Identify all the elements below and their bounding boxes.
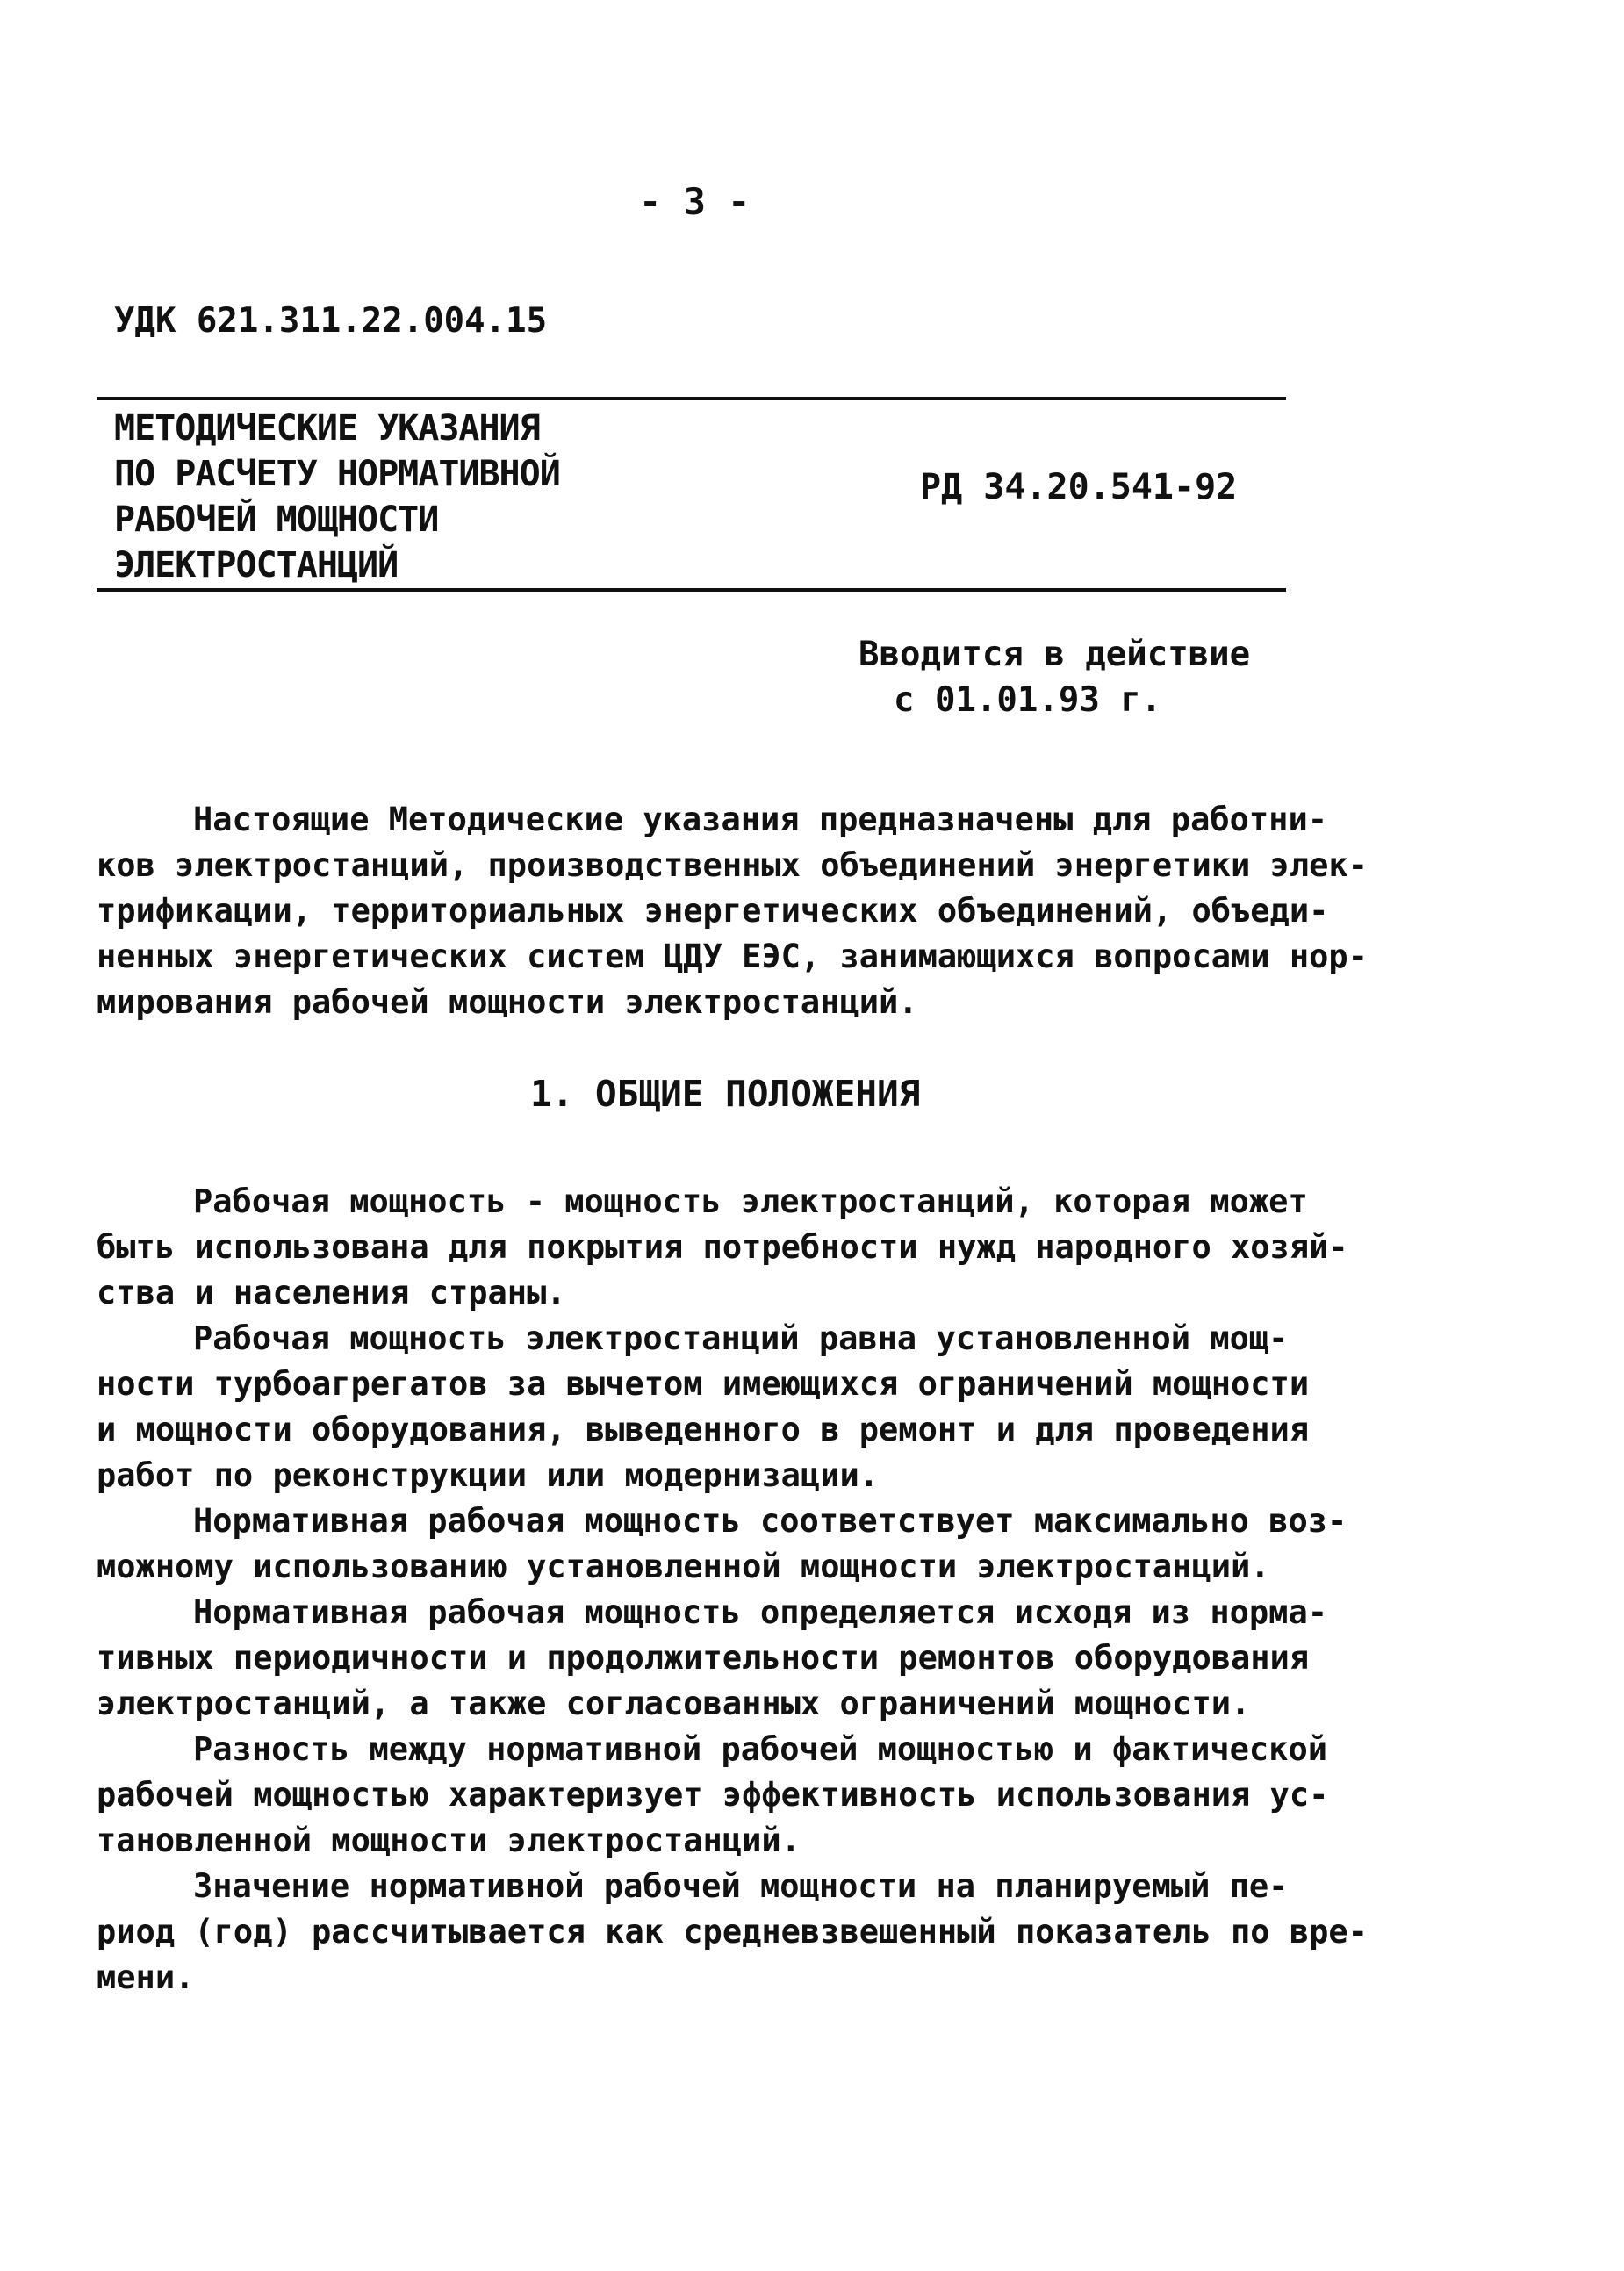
title-line: ПО РАСЧЕТУ НОРМАТИВНОЙ [114, 454, 560, 494]
text-line: Нормативная рабочая мощность определяется исходя из норма- [193, 1593, 1328, 1631]
text-line: ненных энергетических систем ЦДУ ЕЭС, занимающихся вопросами нор- [97, 938, 1368, 975]
title-line: МЕТОДИЧЕСКИЕ УКАЗАНИЯ [114, 408, 540, 449]
text-line: Рабочая мощность электростанций равна установленной мощ- [193, 1319, 1289, 1357]
text-line: Настоящие Методические указания предназначены для работни- [193, 801, 1328, 838]
text-line: ности турбоагрегатов за вычетом имеющихся ограничений мощности [97, 1365, 1310, 1403]
text-line: ства и населения страны. [97, 1274, 566, 1312]
title-line: ЭЛЕКТРОСТАНЦИЙ [114, 545, 399, 586]
text-line: и мощности оборудования, выведенного в ремонт и для проведения [97, 1411, 1310, 1448]
text-line: тивных периодичности и продолжительности ремонтов оборудования [97, 1639, 1310, 1677]
section-body [97, 1179, 1368, 2001]
text-line: рабочей мощностью характеризует эффективность использования ус- [97, 1776, 1329, 1814]
text-line: Нормативная рабочая мощность соответствует максимально воз- [193, 1502, 1347, 1540]
title-line: РАБОЧЕЙ МОЩНОСТИ [114, 499, 439, 540]
page-number: - 3 - [639, 180, 751, 223]
text-line: быть использована для покрытия потребности нужд народного хозяй- [97, 1228, 1348, 1266]
text-line: мирования рабочей мощности электростанций. [97, 983, 918, 1021]
text-line: тановленной мощности электростанций. [97, 1822, 801, 1859]
text-line: Значение нормативной рабочей мощности на планируемый пе- [193, 1867, 1289, 1905]
text-line: риод (год) рассчитывается как средневзвешенный показатель по вре- [97, 1913, 1368, 1951]
text-line: работ по реконструкции или модернизации. [97, 1456, 880, 1494]
text-line: Разность между нормативной рабочей мощностью и фактической [193, 1730, 1328, 1768]
text-line: мени. [97, 1958, 195, 1996]
document-code: РД 34.20.541-92 [920, 467, 1238, 507]
udk-code: УДК 621.311.22.004.15 [114, 301, 548, 341]
text-line: можному использованию установленной мощности электростанций. [97, 1548, 1270, 1585]
header-rule-top [97, 397, 1286, 400]
intro-paragraph [97, 797, 1368, 1025]
effective-line-1: Вводится в действие [859, 635, 1251, 674]
effective-date-note [859, 632, 1250, 723]
text-line: электростанций, а также согласованных ограничений мощности. [97, 1685, 1251, 1722]
effective-line-2: с 01.01.93 г. [894, 680, 1162, 720]
text-line: Рабочая мощность - мощность электростанций, которая может [193, 1182, 1308, 1220]
text-line: ков электростанций, производственных объединений энергетики элек- [97, 846, 1368, 884]
section-heading: 1. ОБЩИЕ ПОЛОЖЕНИЯ [530, 1073, 921, 1115]
document-title [114, 406, 560, 588]
header-rule-bottom [97, 588, 1286, 592]
text-line: трификации, территориальных энергетических объединений, объеди- [97, 892, 1329, 930]
